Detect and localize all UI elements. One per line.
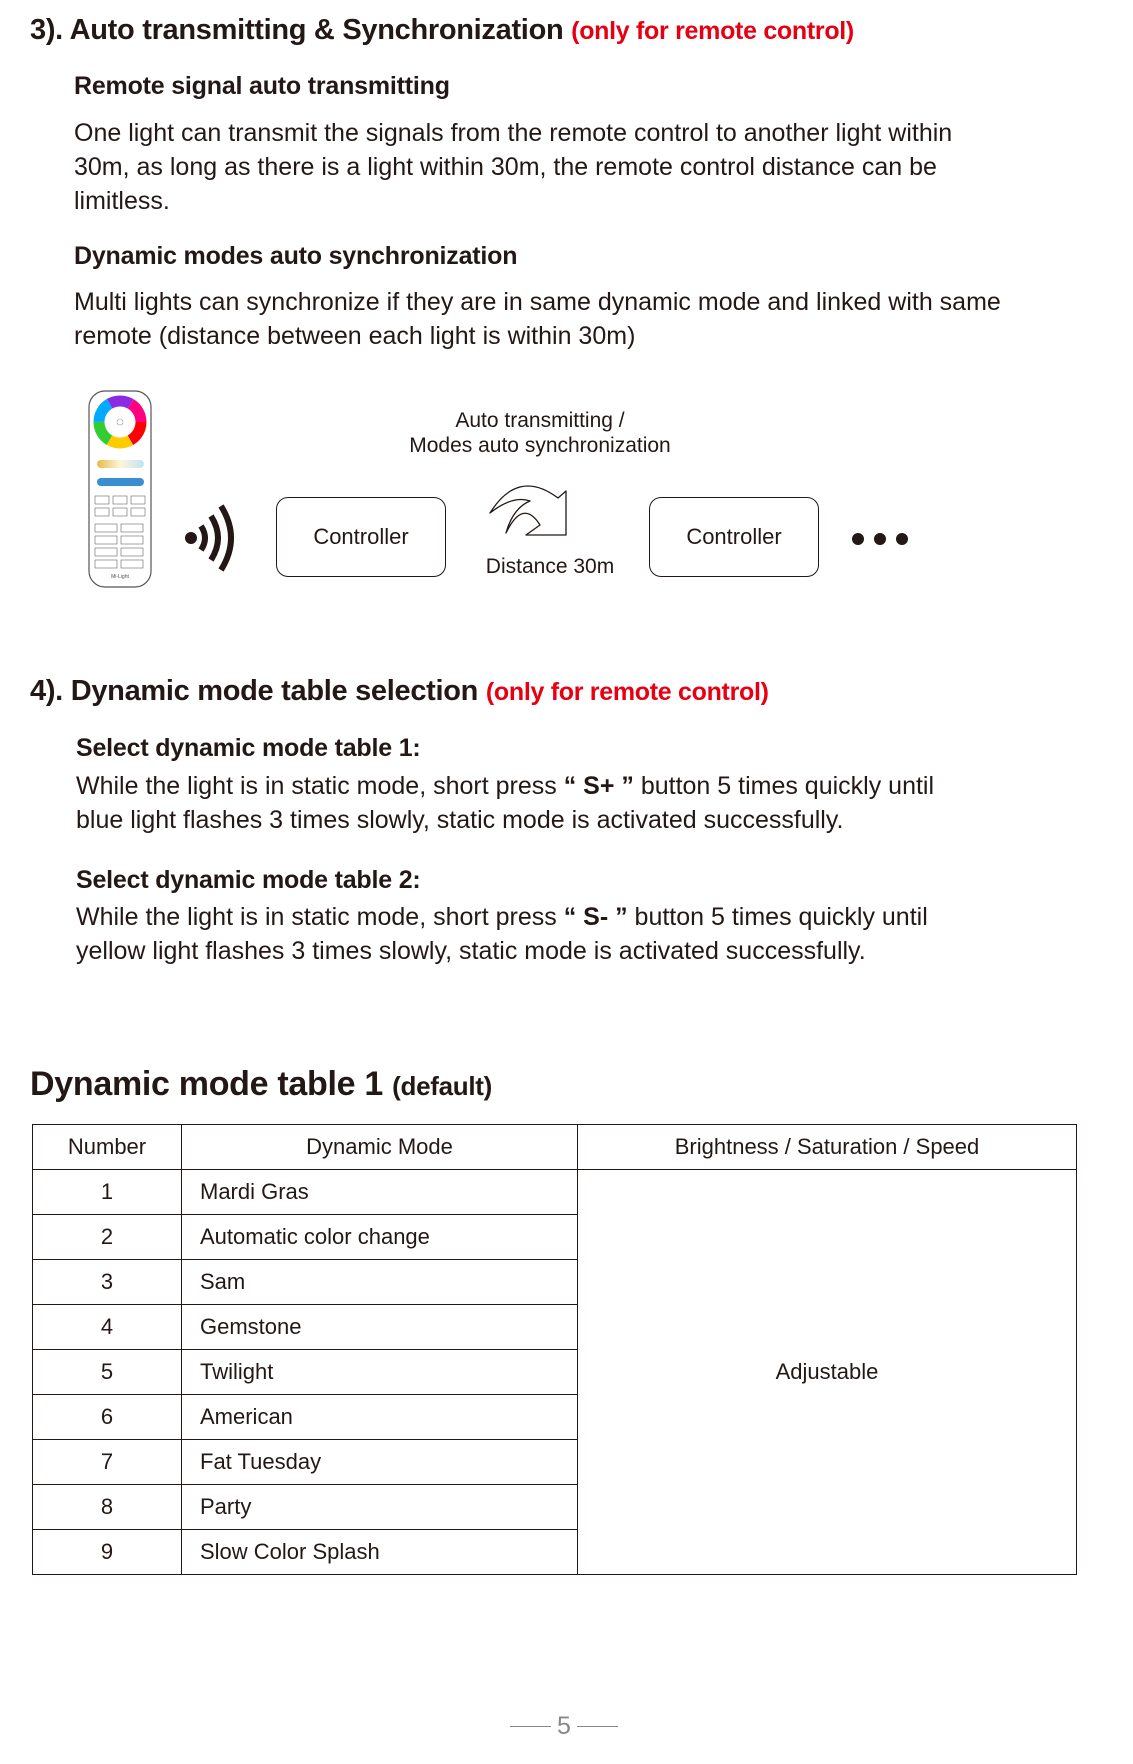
cell-number: 1: [33, 1170, 182, 1215]
s-plus-key: “ S+ ”: [563, 772, 634, 800]
mode-table-title: [30, 1065, 492, 1104]
header-brightness-saturation-speed: Brightness / Saturation / Speed: [578, 1125, 1077, 1170]
paragraph-line: remote (distance between each light is within 30m): [74, 322, 636, 350]
remote-signal-heading: Remote signal auto transmitting: [74, 72, 450, 100]
remote-signal-paragraph: [74, 116, 1094, 218]
page-footer: [504, 1712, 624, 1741]
cell-number: 8: [33, 1485, 182, 1530]
cell-mode: Party: [182, 1485, 578, 1530]
cell-number: 9: [33, 1530, 182, 1575]
paragraph-line: One light can transmit the signals from the remote control to another light within: [74, 119, 953, 147]
cell-mode: Mardi Gras: [182, 1170, 578, 1215]
paragraph-line: yellow light flashes 3 times slowly, static mode is activated successfully.: [76, 937, 866, 965]
cell-number: 3: [33, 1260, 182, 1305]
ellipsis-icon: [852, 532, 918, 550]
dynamic-sync-heading: Dynamic modes auto synchronization: [74, 242, 518, 270]
cell-number: 5: [33, 1350, 182, 1395]
table-header-row: [33, 1125, 1077, 1170]
s-minus-key: “ S- ”: [563, 903, 628, 931]
caption-line-1: Auto transmitting /: [455, 409, 625, 432]
footer-rule-right: [577, 1726, 618, 1728]
paragraph-line: 30m, as long as there is a light within 30m, the remote control distance can be: [74, 153, 937, 181]
select-table-2-paragraph: [76, 900, 1116, 968]
select-table-1-heading: Select dynamic mode table 1:: [76, 734, 421, 762]
mode-table-title-note: (default): [392, 1071, 493, 1101]
controller-label: Controller: [686, 524, 782, 549]
paragraph-line: blue light flashes 3 times slowly, static mode is activated successfully.: [76, 806, 844, 834]
dynamic-mode-table: [32, 1124, 1077, 1575]
cell-mode: Fat Tuesday: [182, 1440, 578, 1485]
cell-mode: Twilight: [182, 1350, 578, 1395]
cell-number: 4: [33, 1305, 182, 1350]
wireless-signal-icon: [183, 500, 243, 575]
cell-number: 6: [33, 1395, 182, 1440]
cell-mode: Slow Color Splash: [182, 1530, 578, 1575]
distance-label: Distance 30m: [485, 555, 615, 578]
curved-arrow-icon: [488, 473, 593, 543]
section-3-title-text: 3). Auto transmitting & Synchronization: [30, 14, 564, 46]
remote-control-icon: [88, 390, 153, 590]
cell-number: 7: [33, 1440, 182, 1485]
header-dynamic-mode: Dynamic Mode: [182, 1125, 578, 1170]
controller-box-1: [276, 497, 446, 577]
header-number: Number: [33, 1125, 182, 1170]
section-3-note: (only for remote control): [571, 17, 854, 45]
footer-rule-left: [510, 1726, 551, 1728]
paragraph-line: limitless.: [74, 187, 170, 215]
controller-label: Controller: [313, 524, 409, 549]
paragraph-line: While the light is in static mode, short press “ S+ ” button 5 times quickly until: [76, 772, 935, 800]
section-3-title: [30, 14, 854, 47]
diagram-caption: [360, 408, 720, 458]
cell-number: 2: [33, 1215, 182, 1260]
paragraph-line: Multi lights can synchronize if they are in same dynamic mode and linked with same: [74, 288, 1001, 316]
paragraph-line: While the light is in static mode, short press “ S- ” button 5 times quickly until: [76, 903, 928, 931]
mode-table-title-text: Dynamic mode table 1: [30, 1065, 384, 1103]
dynamic-sync-paragraph: [74, 285, 1133, 353]
cell-mode: Sam: [182, 1260, 578, 1305]
section-4-title: [30, 675, 769, 708]
caption-line-2: Modes auto synchronization: [409, 434, 671, 457]
cell-mode: Automatic color change: [182, 1215, 578, 1260]
section-4-note: (only for remote control): [485, 678, 769, 706]
section-4-title-text: 4). Dynamic mode table selection: [30, 675, 479, 707]
select-table-1-paragraph: [76, 769, 1116, 837]
table-row: [33, 1170, 1077, 1215]
cell-adjustable: Adjustable: [578, 1170, 1077, 1575]
cell-mode: American: [182, 1395, 578, 1440]
cell-mode: Gemstone: [182, 1305, 578, 1350]
page-number: 5: [557, 1712, 571, 1740]
select-table-2-heading: Select dynamic mode table 2:: [76, 866, 421, 894]
svg-text:Mi-Light: Mi-Light: [111, 574, 129, 580]
controller-box-2: [649, 497, 819, 577]
